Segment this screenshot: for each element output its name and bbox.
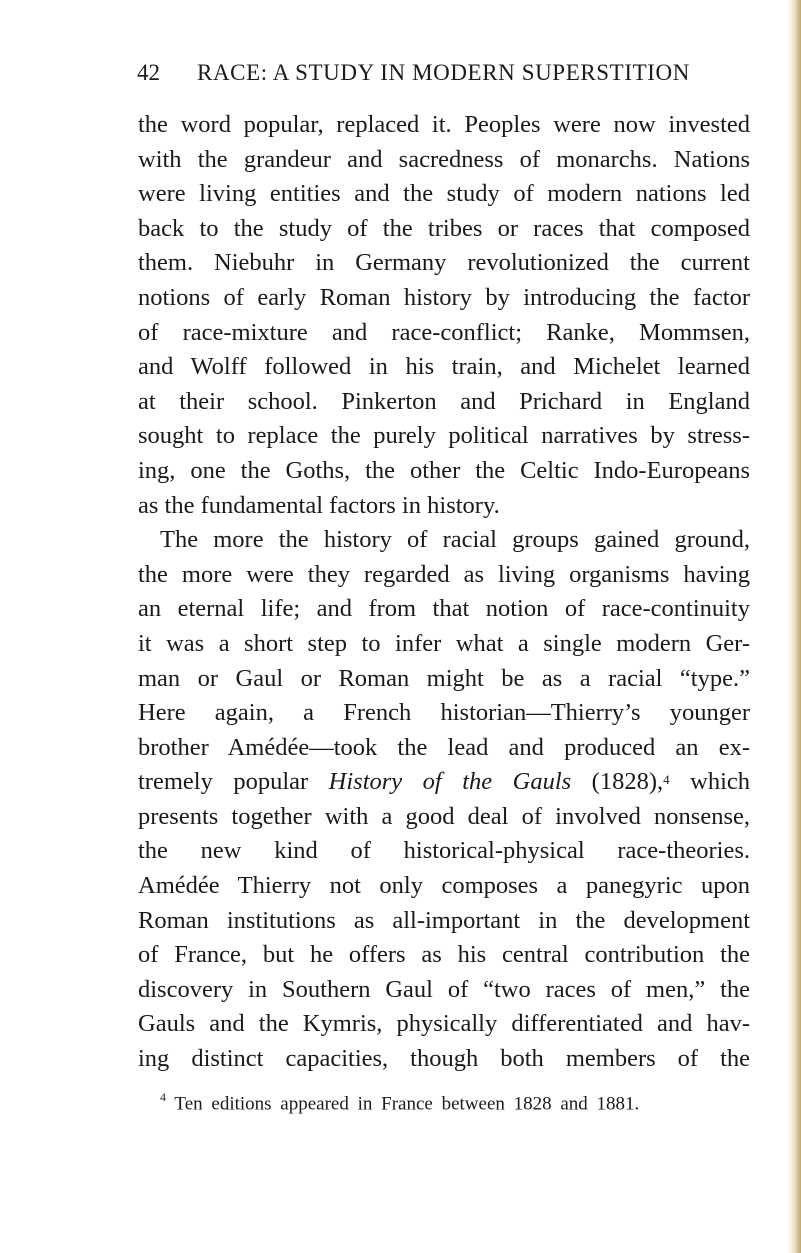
text-line: the new kind of historical-physical race-theories. [138, 837, 750, 865]
text-line: notions of early Roman history by introducing the factor [138, 283, 750, 311]
text-line: The more the history of racial groups gained ground, [160, 526, 750, 554]
text-line: back to the study of the tribes or races that composed [138, 214, 750, 242]
text-line: with the grandeur and sacredness of monarchs. Nations [138, 145, 750, 173]
page-number: 42 [137, 60, 160, 85]
footnote-mark: 4 [160, 1090, 166, 1104]
text-line: as the fundamental factors in history. [138, 491, 500, 519]
text-line: sought to replace the purely political narratives by stress- [138, 422, 750, 450]
text-line: Here again, a French historian—Thierry’s younger [138, 699, 750, 727]
text-segment: tremely popular [138, 768, 329, 796]
text-line: brother Amédée—took the lead and produced an ex- [138, 733, 750, 761]
book-title-italic: History of the Gauls [328, 768, 572, 796]
text-segment: which [669, 768, 751, 796]
text-line: and Wolff followed in his train, and Michelet learned [138, 353, 750, 381]
text-line-with-citation [138, 765, 750, 800]
running-head [137, 60, 737, 92]
running-head-title: RACE: A STUDY IN MODERN SUPERSTITION [197, 60, 690, 85]
text-line: at their school. Pinkerton and Prichard in England [138, 387, 750, 415]
text-line: an eternal life; and from that notion of race-continuity [138, 595, 750, 623]
text-line: the word popular, replaced it. Peoples were now invested [138, 111, 750, 138]
text-line: Roman institutions as all-important in the development [138, 906, 750, 934]
text-line: them. Niebuhr in Germany revolutionized the current [138, 249, 750, 277]
text-line: were living entities and the study of modern nations led [138, 180, 750, 208]
text-line: man or Gaul or Roman might be as a racial “type.” [138, 664, 750, 692]
footnote-text: Ten editions appeared in France between 1828 and 1881. [174, 1093, 640, 1115]
text-line: it was a short step to infer what a single modern Ger- [138, 629, 750, 657]
text-line: Gauls and the Kymris, physically differentiated and hav- [138, 1010, 750, 1038]
text-line: the more were they regarded as living organisms having [138, 560, 750, 588]
text-line: presents together with a good deal of involved nonsense, [138, 802, 750, 830]
text-line: of France, but he offers as his central contribution the [138, 941, 750, 969]
page-edge-shadow [787, 0, 801, 1253]
text-segment: (1828), [571, 768, 664, 796]
text-line: of race-mixture and race-conflict; Ranke, Mommsen, [138, 318, 750, 346]
text-line: ing distinct capacities, though both members of the [138, 1045, 750, 1073]
body-text [138, 108, 750, 1077]
text-line: Amédée Thierry not only composes a panegyric upon [138, 872, 750, 900]
text-line: discovery in Southern Gaul of “two races of men,” the [138, 975, 750, 1003]
text-line: ing, one the Goths, the other the Celtic Indo-Europeans [138, 456, 750, 484]
footnote-reference: 4 [663, 772, 670, 788]
footnote [160, 1091, 720, 1115]
